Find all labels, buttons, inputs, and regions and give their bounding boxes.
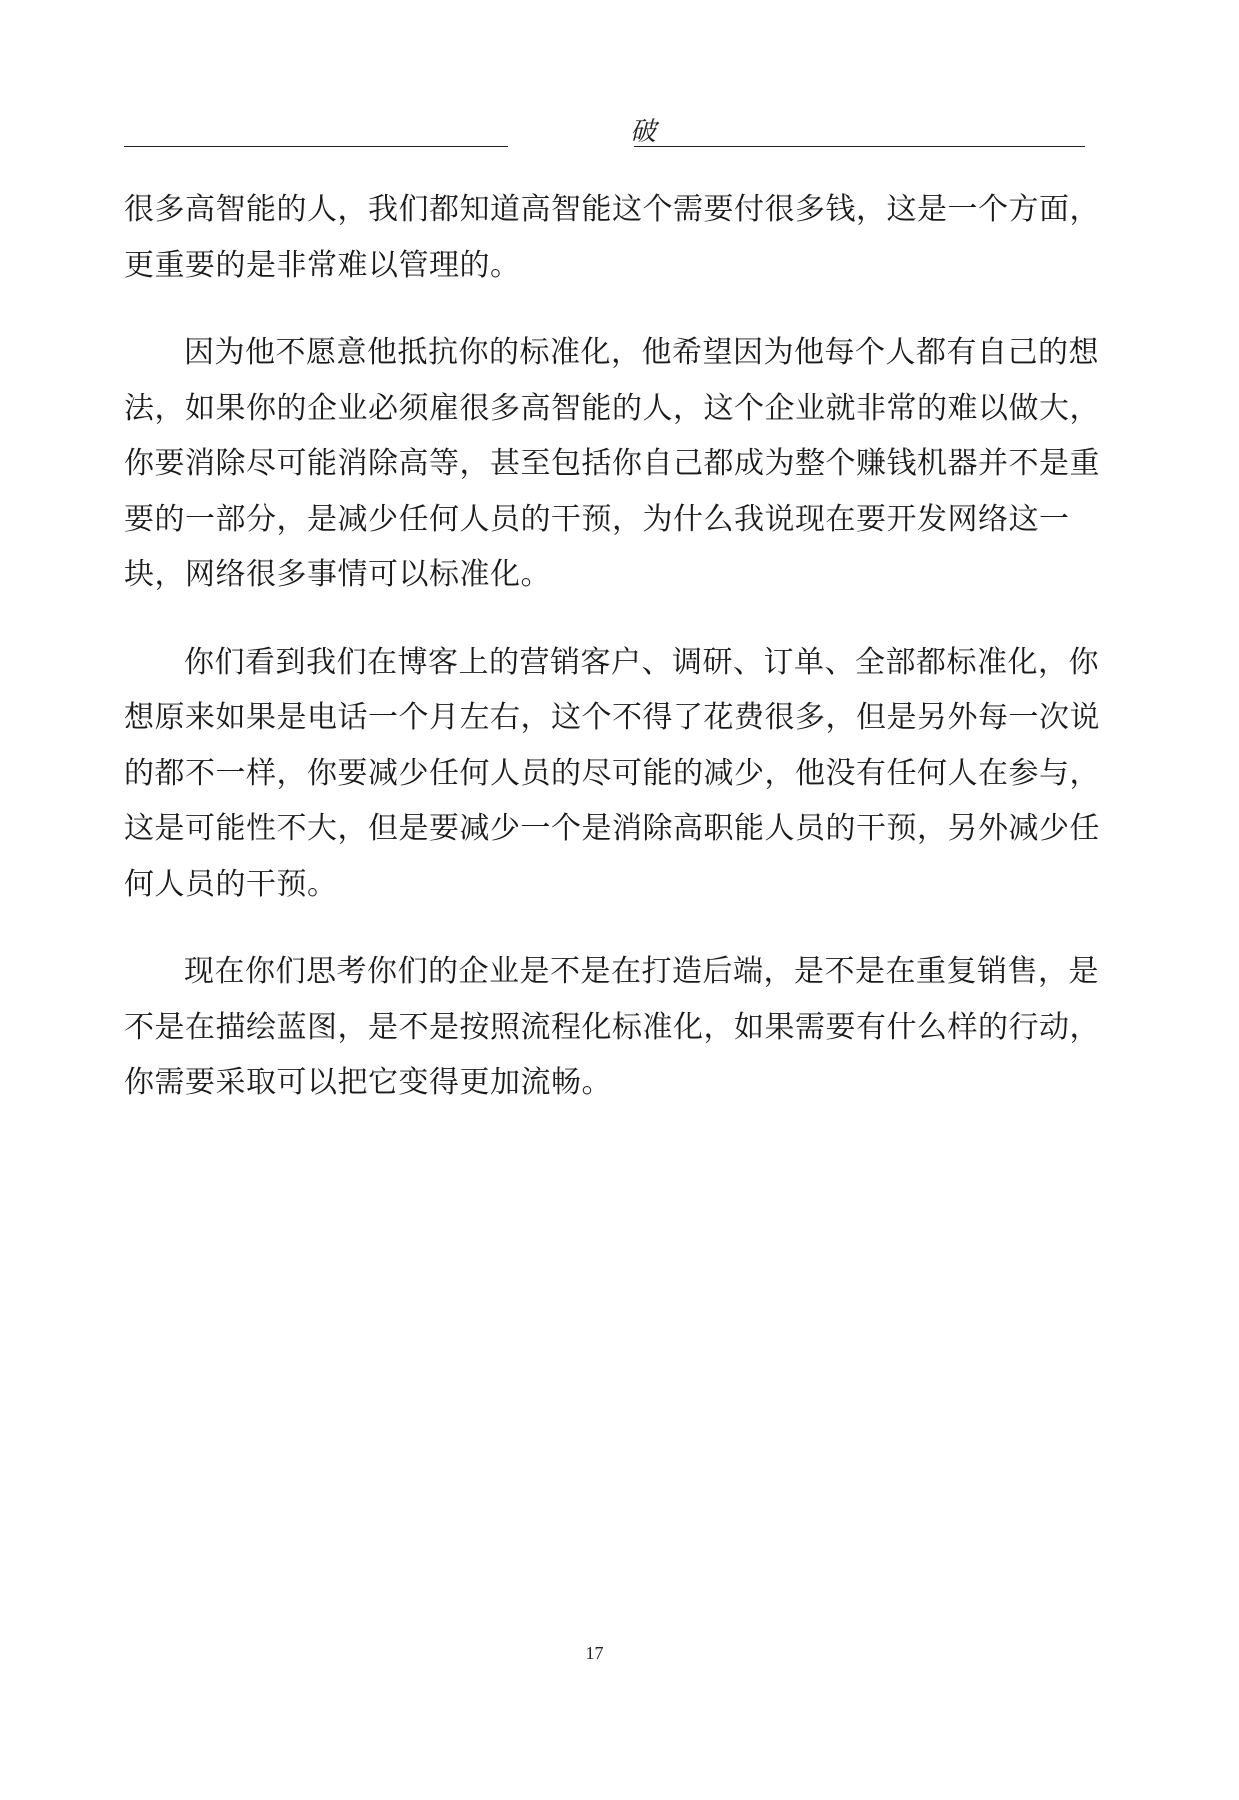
paragraph-2: 因为他不愿意他抵抗你的标准化，他希望因为他每个人都有自己的想法，如果你的企业必须雇很多高智能的人，这个企业就非常的难以做大，你要消除尽可能消除高等，甚至包括你自己都成为整个赚钱机器并不是重要的一部分，是减少任何人员的干预，为什么我说现在要开发网络这一块，网络很多事情可以标准化。 [124, 335, 1100, 592]
header-rule-right [634, 146, 1085, 147]
page-number: 17 [585, 1643, 604, 1663]
paragraph-3: 你们看到我们在博客上的营销客户、调研、订单、全部都标准化，你想原来如果是电话一个月左右，这个不得了花费很多，但是另外每一次说的都不一样，你要减少任何人员的尽可能的减少，他没有任何人在参与，这是可能性不大，但是要减少一个是消除高职能人员的干预，另外减少任何人员的干预。 [124, 644, 1100, 902]
body-text [124, 182, 1102, 1143]
header-rule-left [124, 146, 508, 147]
paragraph-1: 很多高智能的人，我们都知道高智能这个需要付很多钱，这是一个方面，更重要的是非常难以管理的。 [124, 192, 1100, 283]
header-title: 破 [630, 117, 657, 147]
paragraph-4: 现在你们思考你们的企业是不是在打造后端，是不是在重复销售，是不是在描绘蓝图，是不是按照流程化标准化，如果需要有什么样的行动，你需要采取可以把它变得更加流畅。 [124, 954, 1100, 1100]
